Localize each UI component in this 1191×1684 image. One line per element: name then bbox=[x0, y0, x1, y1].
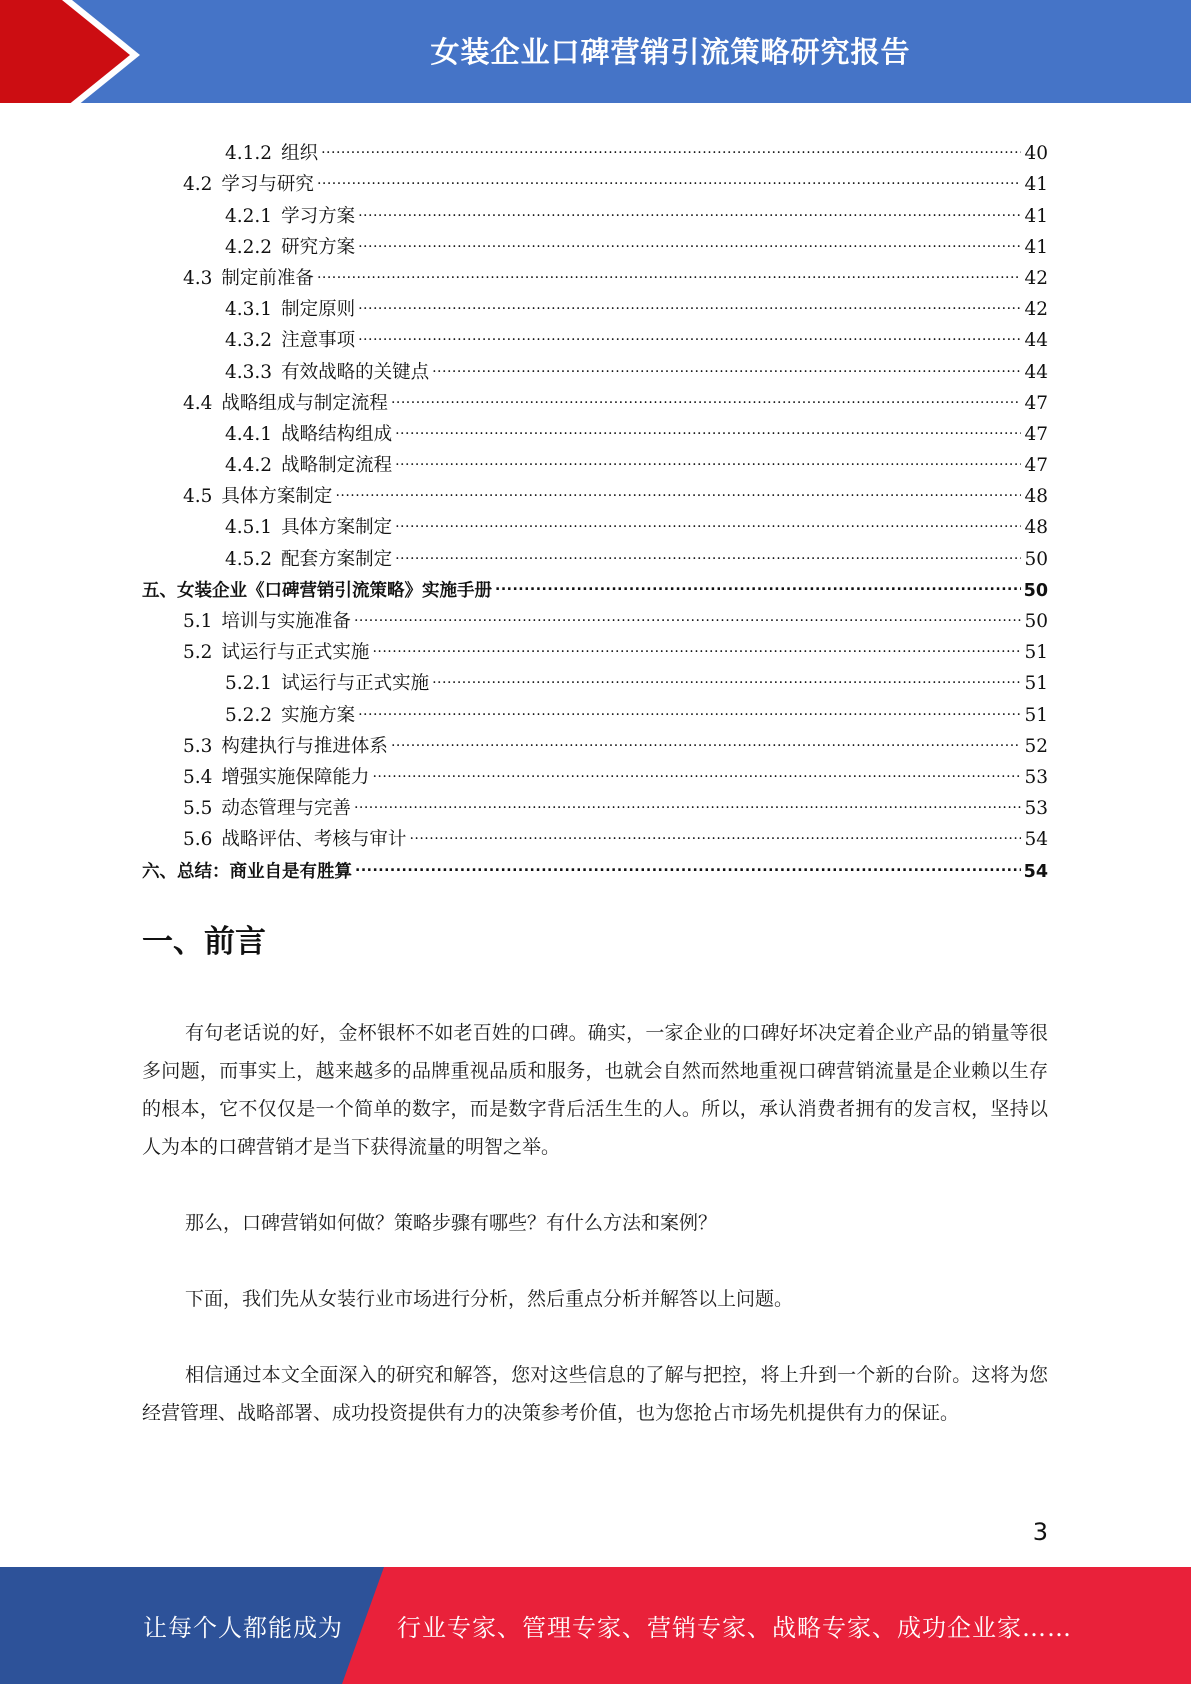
toc-entry-page: 54 bbox=[1023, 861, 1048, 882]
toc-entry-title: 试运行与正式实施 bbox=[281, 673, 430, 695]
toc-entry-page: 50 bbox=[1024, 548, 1048, 570]
toc-entry-page: 47 bbox=[1024, 392, 1048, 414]
toc-dot-leader bbox=[321, 128, 1021, 159]
toc-entry-title: 试运行与正式实施 bbox=[221, 642, 370, 664]
toc-entry[interactable] bbox=[142, 315, 1048, 352]
toc-dot-leader bbox=[409, 814, 1021, 845]
toc-entry-page: 41 bbox=[1024, 205, 1048, 227]
toc-entry-page: 42 bbox=[1024, 299, 1048, 321]
toc-entry-page: 50 bbox=[1024, 611, 1048, 632]
page-header bbox=[0, 0, 1191, 110]
paragraph: 有句老话说的好，金杯银杯不如老百姓的口碑。确实，一家企业的口碑好坏决定着企业产品的销量等很多问题，而事实上，越来越多的品牌重视品质和服务，也就会自然而然地重视口碑营销流量是企业赖以生存的根本，它不仅仅是一个简单的数字，而是数字背后活生生的人。所以，承认消费者拥有的发言权，坚持以人为本的口碑营销才是当下获得流量的明智之举。 bbox=[142, 1022, 1048, 1158]
toc-entry[interactable] bbox=[142, 471, 1048, 508]
toc-entry-page: 51 bbox=[1024, 673, 1048, 695]
toc-dot-leader bbox=[395, 533, 1021, 564]
toc-entry[interactable] bbox=[142, 378, 1048, 414]
toc-entry-page: 44 bbox=[1024, 361, 1048, 383]
toc-entry-page: 53 bbox=[1024, 766, 1048, 788]
toc-dot-leader bbox=[372, 627, 1021, 658]
toc-dot-leader bbox=[317, 159, 1022, 190]
toc-dot-leader bbox=[317, 253, 1022, 284]
toc-entry-page: 42 bbox=[1024, 267, 1048, 289]
toc-entry-number: 六、 bbox=[142, 861, 177, 882]
toc-entry-number: 4.3.1 bbox=[225, 299, 273, 321]
paragraph: 那么，口碑营销如何做？策略步骤有哪些？有什么方法和案例？ bbox=[185, 1212, 718, 1234]
toc-entry-page: 41 bbox=[1024, 236, 1048, 258]
toc-dot-leader bbox=[358, 689, 1021, 720]
section-heading: 一、前言 bbox=[142, 924, 266, 960]
toc-dot-leader bbox=[358, 315, 1021, 346]
toc-dot-leader bbox=[395, 409, 1021, 440]
toc-entry-title: 具体方案制定 bbox=[221, 486, 333, 508]
toc-dot-leader bbox=[395, 440, 1021, 471]
toc-entry-page: 44 bbox=[1024, 330, 1048, 352]
toc-entry-title: 制定前准备 bbox=[221, 267, 314, 289]
toc-entry-number: 4.2 bbox=[183, 174, 213, 196]
toc-entry-page: 47 bbox=[1024, 423, 1048, 445]
toc-entry-number: 4.5.1 bbox=[225, 517, 273, 539]
toc-entry-page: 41 bbox=[1024, 174, 1048, 196]
toc-entry-title: 研究方案 bbox=[281, 236, 356, 258]
toc-entry-title: 学习与研究 bbox=[221, 174, 314, 196]
toc-entry-number: 5.3 bbox=[183, 735, 213, 757]
toc-entry-number: 4.3.2 bbox=[225, 330, 273, 352]
paragraph: 相信通过本文全面深入的研究和解答，您对这些信息的了解与把控，将上升到一个新的台阶。这将为您经营管理、战略部署、成功投资提供有力的决策参考价值，也为您抢占市场先机提供有力的保证。 bbox=[142, 1364, 1048, 1424]
toc-entry-number: 4.2.1 bbox=[225, 205, 273, 227]
toc-entry-title: 战略组成与制定流程 bbox=[221, 392, 388, 414]
paragraph: 下面，我们先从女装行业市场进行分析，然后重点分析并解答以上问题。 bbox=[185, 1288, 794, 1310]
toc-entry-page: 48 bbox=[1024, 517, 1048, 539]
toc-entry-title: 学习方案 bbox=[281, 205, 356, 227]
toc-entry-page: 51 bbox=[1024, 704, 1048, 726]
toc-entry-number: 5.2.2 bbox=[225, 704, 273, 726]
toc-entry-title: 有效战略的关键点 bbox=[281, 361, 430, 383]
toc-entry-title: 战略制定流程 bbox=[281, 455, 393, 477]
toc-entry-page: 53 bbox=[1024, 798, 1048, 820]
footer-slogan-left: 让每个人都能成为 bbox=[143, 1614, 343, 1642]
toc-entry-page: 48 bbox=[1024, 486, 1048, 508]
toc-dot-leader bbox=[358, 284, 1021, 315]
toc-entry-title: 战略结构组成 bbox=[281, 423, 393, 445]
toc-entry[interactable] bbox=[142, 721, 1048, 757]
toc-entry[interactable] bbox=[142, 253, 1048, 289]
toc-entry[interactable] bbox=[142, 128, 1048, 165]
toc-dot-leader bbox=[495, 565, 1021, 596]
toc-entry[interactable] bbox=[142, 533, 1048, 570]
toc-dot-leader bbox=[354, 783, 1022, 814]
toc-entry-title: 总结：商业自是有胜算 bbox=[177, 861, 352, 882]
toc-entry[interactable] bbox=[142, 565, 1048, 601]
toc-entry-title: 战略评估、考核与审计 bbox=[221, 829, 407, 851]
toc-entry-number: 5.5 bbox=[183, 798, 213, 820]
toc-dot-leader bbox=[358, 190, 1021, 221]
toc-dot-leader bbox=[372, 752, 1021, 783]
toc-entry-title: 配套方案制定 bbox=[281, 548, 393, 570]
toc-entry-title: 增强实施保障能力 bbox=[221, 766, 370, 788]
toc-entry[interactable] bbox=[142, 689, 1048, 726]
toc-dot-leader bbox=[395, 502, 1021, 533]
toc-entry[interactable] bbox=[142, 440, 1048, 477]
toc-entry-number: 5.1 bbox=[183, 611, 213, 632]
toc-entry[interactable] bbox=[142, 222, 1048, 258]
toc-dot-leader bbox=[391, 721, 1022, 752]
toc-entry-title: 注意事项 bbox=[281, 330, 356, 352]
toc-entry-page: 50 bbox=[1023, 580, 1048, 601]
page-number: 3 bbox=[1032, 1518, 1048, 1546]
toc-entry-number: 5.4 bbox=[183, 766, 213, 788]
toc-entry-number: 五、 bbox=[142, 580, 177, 601]
toc-dot-leader bbox=[335, 471, 1021, 502]
toc-entry-title: 实施方案 bbox=[281, 704, 356, 726]
toc-entry-page: 47 bbox=[1024, 455, 1048, 477]
toc-dot-leader bbox=[432, 346, 1021, 377]
toc-entry-page: 51 bbox=[1024, 642, 1048, 664]
toc-entry-title: 制定原则 bbox=[281, 299, 356, 321]
toc-dot-leader bbox=[355, 845, 1021, 876]
toc-entry-number: 5.2.1 bbox=[225, 673, 273, 695]
toc-entry-page: 52 bbox=[1024, 735, 1048, 757]
toc-entry-page: 40 bbox=[1024, 143, 1048, 165]
toc-entry-number: 4.3 bbox=[183, 267, 213, 289]
toc-entry-number: 4.5.2 bbox=[225, 548, 273, 570]
toc-entry-title: 构建执行与推进体系 bbox=[221, 735, 388, 757]
toc-entry-number: 4.4.2 bbox=[225, 455, 273, 477]
toc-entry-title: 女装企业《口碑营销引流策略》实施手册 bbox=[177, 580, 492, 601]
toc-entry-title: 培训与实施准备 bbox=[221, 611, 351, 632]
toc-entry[interactable] bbox=[142, 346, 1048, 383]
toc-entry-number: 4.2.2 bbox=[225, 236, 273, 258]
toc-entry-number: 5.6 bbox=[183, 829, 213, 851]
section-body bbox=[142, 1014, 1048, 1470]
toc-dot-leader bbox=[354, 596, 1022, 627]
toc-entry-page: 54 bbox=[1024, 829, 1048, 851]
toc-dot-leader bbox=[391, 378, 1022, 409]
toc-entry-title: 动态管理与完善 bbox=[221, 798, 351, 820]
table-of-contents bbox=[142, 128, 1048, 882]
toc-entry-number: 4.4 bbox=[183, 392, 213, 414]
toc-entry-number: 4.3.3 bbox=[225, 361, 273, 383]
footer-slogan-right: 行业专家、管理专家、营销专家、战略专家、成功企业家…… bbox=[397, 1614, 1072, 1642]
page-footer bbox=[0, 1567, 1191, 1684]
report-title: 女装企业口碑营销引流策略研究报告 bbox=[430, 34, 911, 69]
toc-entry-number: 4.5 bbox=[183, 486, 213, 508]
toc-entry[interactable] bbox=[142, 159, 1048, 196]
toc-entry-number: 4.4.1 bbox=[225, 423, 273, 445]
toc-entry-title: 具体方案制定 bbox=[281, 517, 393, 539]
toc-dot-leader bbox=[432, 658, 1021, 689]
toc-entry-title: 组织 bbox=[281, 143, 319, 165]
toc-entry-number: 5.2 bbox=[183, 642, 213, 664]
toc-dot-leader bbox=[358, 222, 1021, 253]
toc-entry-number: 4.1.2 bbox=[225, 143, 273, 165]
